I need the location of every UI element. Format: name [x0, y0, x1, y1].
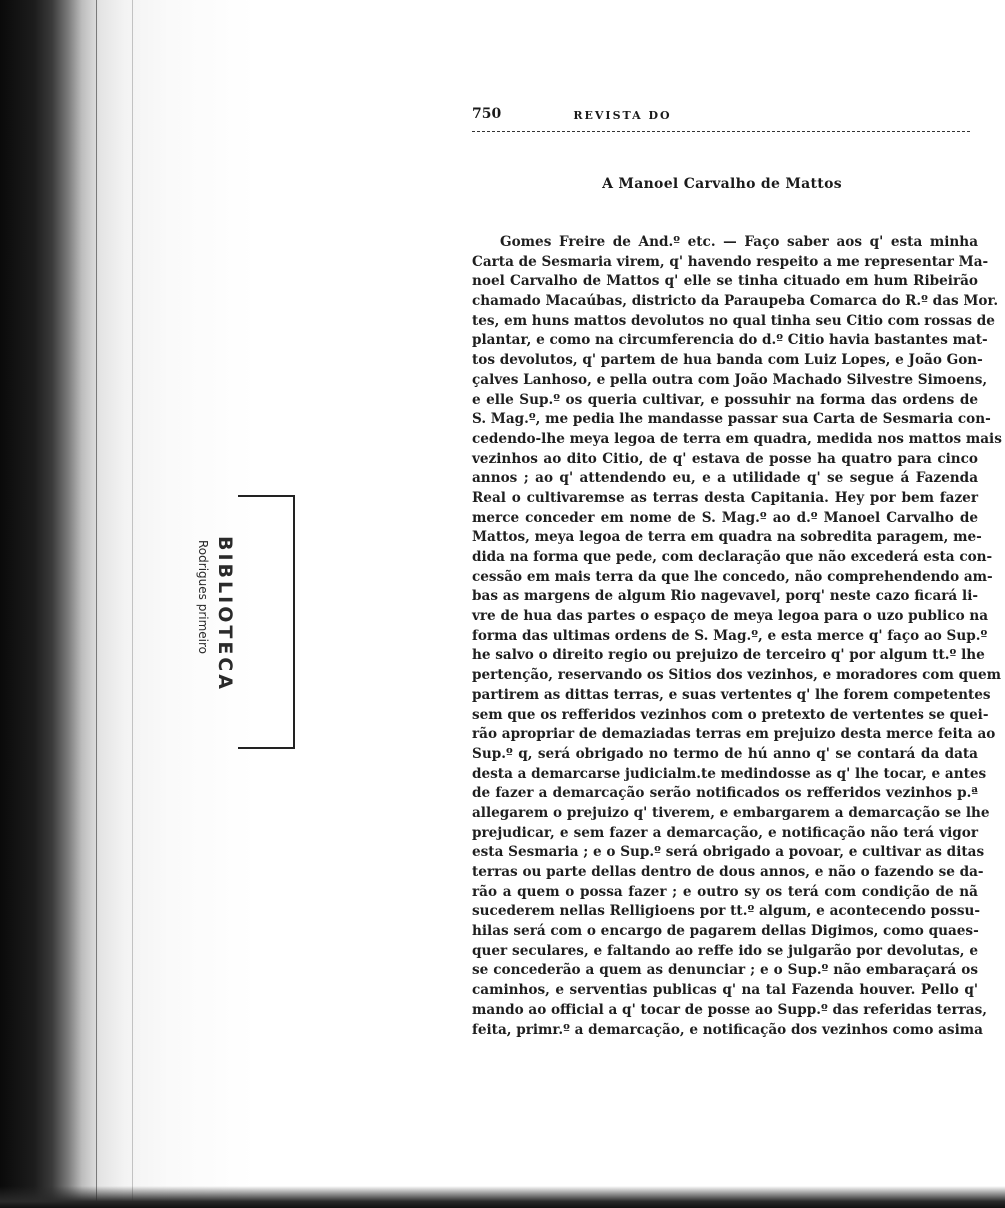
text-line: tos devolutos, q' partem de hua banda com Luiz Lopes, e João Gon-	[472, 352, 983, 369]
text-line: desta a demarcarse judicialm.te medindosse as q' lhe tocar, e antes	[472, 765, 987, 782]
text-line: cessão em mais terra da que lhe concedo, não comprehendendo am-	[472, 568, 993, 585]
stamp-sub-text: Rodrigues primeiro	[196, 540, 210, 654]
text-line: bas as margens de algum Rio nagevavel, porq' neste cazo ficará li-	[472, 588, 978, 605]
text-line: se concederão a quem as denunciar ; e o Sup.º não embaraçará os	[472, 962, 978, 979]
text-line: cedendo-lhe meya legoa de terra em quadra, medida nos mattos mais	[472, 430, 1002, 447]
header-rule	[472, 131, 970, 132]
text-line: de fazer a demarcação serão notificados os refferidos vezinhos p.ª	[472, 785, 978, 802]
text-line: allegarem o prejuizo q' tiverem, e embargarem a demarcação se lhe	[472, 804, 990, 821]
library-stamp	[196, 536, 236, 850]
text-line: vre de hua das partes o espaço de meya legoa para o uzo publico na	[472, 608, 989, 625]
library-stamp-frame	[238, 495, 295, 749]
text-line: sucederem nellas Relligioens por tt.º algum, e acontecendo possu-	[472, 903, 981, 920]
text-line: Sup.º q, será obrigado no termo de hú anno q' se contará da data	[472, 745, 978, 762]
text-line: caminhos, e serventias publicas q' na tal Fazenda houver. Pello q'	[472, 982, 978, 999]
page-bottom-edge	[0, 1186, 1005, 1208]
text-line: terras ou parte dellas dentro de dous annos, e não o fazendo se da-	[472, 864, 984, 880]
text-line: Carta de Sesmaria virem, q' havendo respeito a me representar Ma-	[472, 253, 989, 270]
text-line: vezinhos ao dito Citio, de q' estava de posse ha quatro para cinco	[472, 450, 978, 467]
text-line: hilas será com o encargo de pagarem dellas Digimos, como quaes-	[472, 923, 979, 940]
text-line: dida na forma que pede, com declaração que não excederá esta con-	[472, 549, 993, 565]
text-line: he salvo o direito regio ou prejuizo de terceiro q' por algum tt.º lhe	[472, 647, 985, 664]
text-line: chamado Macaúbas, districto da Paraupeba Comarca do R.º das Mor.	[472, 293, 999, 310]
text-line: Real o cultivaremse as terras desta Capitania. Hey por bem fazer	[472, 489, 978, 506]
text-line: mando ao official a q' tocar de posse ao Supp.º das referidas terras,	[472, 1001, 987, 1018]
stamp-main-text: BIBLIOTECA	[214, 536, 236, 692]
text-line: e elle Sup.º os queria cultivar, e possuhir na forma das ordens de	[472, 391, 978, 408]
text-line: rão a quem o possa fazer ; e outro sy os terá com condição de nã	[472, 883, 978, 900]
text-line: partirem as dittas terras, e suas vertentes q' lhe forem competentes	[472, 686, 991, 703]
text-line: Mattos, meya legoa de terra em quadra na sobredita paragem, me-	[472, 529, 982, 546]
gutter-crease-line	[132, 0, 133, 1208]
text-line: rão apropriar de demaziadas terras em prejuizo desta merce feita ao	[472, 726, 996, 743]
text-line: noel Carvalho de Mattos q' elle se tinha cituado em hum Ribeirão	[472, 273, 978, 290]
text-line: annos ; ao q' attendendo eu, e a utilidade q' se segue á Fazenda	[472, 470, 978, 487]
text-line: esta Sesmaria ; e o Sup.º será obrigado a povoar, e cultivar as ditas	[472, 844, 985, 861]
page-number: 750	[472, 106, 502, 122]
text-line: merce conceder em nome de S. Mag.º ao d.º Manoel Carvalho de	[472, 509, 978, 526]
text-line: feita, primr.º a demarcação, e notificação dos vezinhos como asima	[472, 1021, 983, 1038]
text-line: plantar, e como na circumferencia do d.º Citio havia bastantes mat-	[472, 332, 988, 349]
document-body	[472, 233, 1002, 1040]
gutter-crease-line	[96, 0, 97, 1208]
text-line: S. Mag.º, me pedia lhe mandasse passar sua Carta de Sesmaria con-	[472, 411, 991, 428]
text-line: prejudicar, e sem fazer a demarcação, e notificação não terá vigor	[472, 824, 978, 841]
text-line: çalves Lanhoso, e pella outra com João Machado Silvestre Simoens,	[472, 371, 988, 388]
text-line: sem que os refferidos vezinhos com o pretexto de vertentes se quei-	[472, 706, 989, 723]
text-line: quer seculares, e faltando ao reffe ido se julgarão por devolutas, e	[472, 942, 978, 959]
text-line: pertenção, reservando os Sitios dos vezinhos, e moradores com quem	[472, 667, 1002, 684]
text-line: forma das ultimas ordens de S. Mag.º, e esta merce q' faço ao Sup.º	[472, 627, 988, 644]
document-heading: A Manoel Carvalho de Mattos	[602, 176, 842, 192]
text-line: Gomes Freire de And.º etc. — Faço saber aos q' esta minha	[500, 234, 978, 250]
text-line: tes, em huns mattos devolutos no qual tinha seu Citio com rossas de	[472, 312, 995, 329]
running-head: REVISTA DO	[573, 109, 672, 122]
